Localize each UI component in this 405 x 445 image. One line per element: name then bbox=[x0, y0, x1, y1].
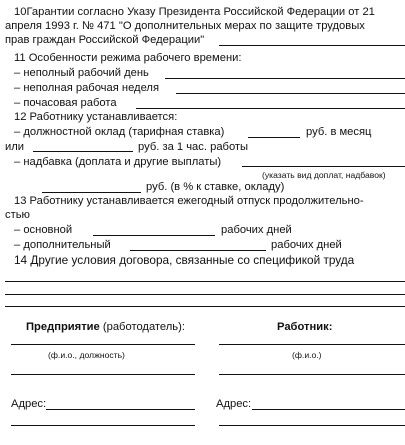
section-11-item-2: – неполная рабочая неделя bbox=[14, 82, 160, 94]
employer-name-hint: (ф.и.о., должность) bbox=[48, 350, 125, 360]
employer-heading bbox=[26, 321, 185, 334]
employee-extra-fill-line[interactable] bbox=[219, 374, 405, 375]
section-11-heading: 11 Особенности режима рабочего времени: bbox=[14, 52, 242, 64]
section-14-fill-line-3[interactable] bbox=[5, 306, 405, 307]
employer-extra-fill-line[interactable] bbox=[11, 374, 195, 375]
extra-vacation-days-fill-line[interactable] bbox=[130, 250, 266, 251]
section-11-item-2-fill-line[interactable] bbox=[176, 93, 405, 94]
section-14-fill-line-1[interactable] bbox=[5, 281, 405, 282]
section-12-bonus-label: – надбавка (доплата и другие выплаты) bbox=[14, 156, 222, 168]
employer-subtitle: (работодатель): bbox=[99, 321, 185, 333]
section-11-item-1-fill-line[interactable] bbox=[165, 78, 405, 79]
section-12-heading: 12 Работнику устанавливается: bbox=[14, 111, 178, 123]
section-12-hourly-suffix: руб. за 1 час. работы bbox=[138, 141, 249, 153]
employer-title: Предприятие bbox=[26, 321, 100, 333]
employee-name-hint: (ф.и.о.) bbox=[292, 350, 322, 360]
employee-name-fill-line[interactable] bbox=[219, 344, 405, 345]
employee-address-fill-line-2[interactable] bbox=[219, 425, 405, 426]
bonus-amount-fill-line[interactable] bbox=[42, 192, 141, 193]
section-10-line-3: прав граждан Российской Федерации" bbox=[5, 34, 205, 46]
employer-name-fill-line[interactable] bbox=[11, 344, 195, 345]
section-13-main-suffix: рабочих дней bbox=[221, 224, 292, 236]
section-12-or-label: или bbox=[5, 141, 25, 153]
employer-address-fill-line[interactable] bbox=[46, 409, 195, 410]
hourly-rate-fill-line[interactable] bbox=[33, 151, 133, 152]
section-13-extra-label: – дополнительный bbox=[14, 239, 111, 251]
section-11-item-3: – почасовая работа bbox=[14, 97, 117, 109]
section-10-line-1: 10Гарантии согласно Указу Президента Российской Федерации от 21 bbox=[14, 6, 375, 18]
salary-amount-fill-line[interactable] bbox=[248, 137, 300, 138]
section-14-fill-line-2[interactable] bbox=[5, 294, 405, 295]
section-12-salary-label: – должностной оклад (тарифная ставка) bbox=[14, 126, 225, 138]
section-11-item-3-fill-line[interactable] bbox=[136, 108, 405, 109]
section-11-item-1: – неполный рабочий день bbox=[14, 67, 149, 79]
section-14-heading: 14 Другие условия договора, связанные со спецификой труда bbox=[14, 253, 355, 267]
section-13-extra-suffix: рабочих дней bbox=[271, 239, 342, 251]
employer-address-label: Адрес: bbox=[11, 398, 47, 410]
employee-address-label: Адрес: bbox=[216, 398, 252, 410]
section-10-fill-line[interactable] bbox=[219, 45, 405, 46]
employee-title: Работник: bbox=[277, 321, 333, 333]
section-10-line-2: апреля 1993 г. № 471 "О дополнительных мерах по защите трудовых bbox=[5, 20, 365, 32]
section-12-bonus-hint: (указать вид доплат, надбавок) bbox=[262, 170, 386, 180]
main-vacation-days-fill-line[interactable] bbox=[93, 235, 215, 236]
section-13-line-2: стью bbox=[5, 209, 30, 221]
section-12-salary-suffix: руб. в месяц bbox=[306, 126, 372, 138]
bonus-type-fill-line[interactable] bbox=[242, 166, 405, 167]
employee-address-fill-line[interactable] bbox=[252, 409, 405, 410]
section-12-percent-suffix: руб. (в % к ставке, окладу) bbox=[146, 181, 285, 193]
section-13-main-label: – основной bbox=[14, 224, 73, 236]
employer-address-fill-line-2[interactable] bbox=[11, 425, 195, 426]
section-13-line-1: 13 Работнику устанавливается ежегодный отпуск продолжительно- bbox=[14, 195, 364, 207]
